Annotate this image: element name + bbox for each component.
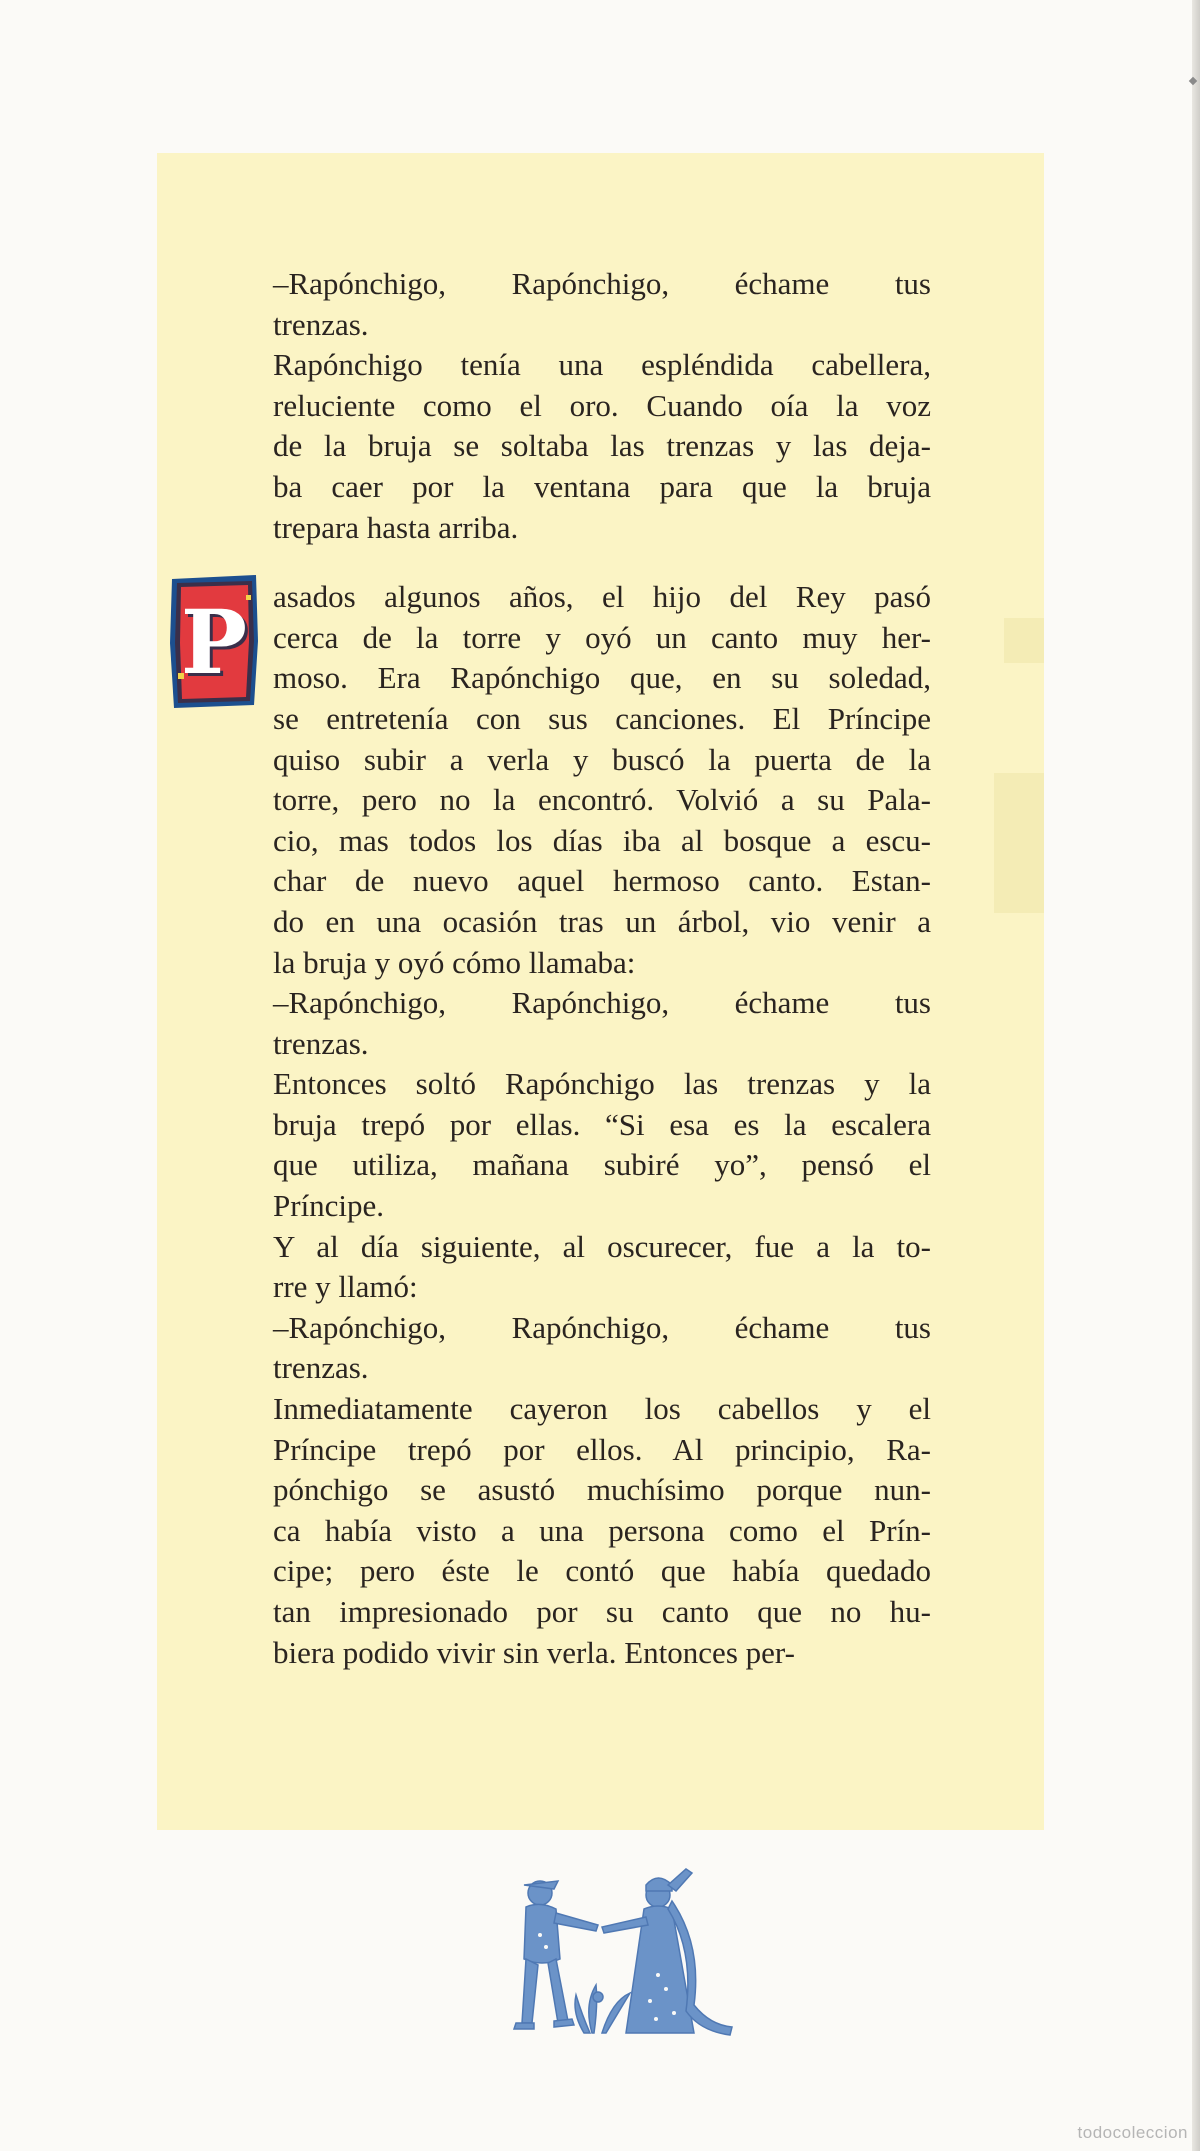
text-line: ba caer por la ventana para que la bruja (273, 468, 931, 504)
text-line: asados algunos años, el hijo del Rey pasó (273, 579, 931, 615)
text-line: –Rapónchigo, Rapónchigo, échame tus (273, 266, 931, 301)
text-line: biera podido vivir sin verla. Entonces per- (273, 1634, 795, 1670)
paragraph (273, 577, 931, 983)
text-line: ca había visto a una persona como el Prín- (273, 1512, 931, 1548)
text-line: bruja trepó por ellas. “Si esa es la escalera (273, 1106, 931, 1142)
text-line: de la bruja se soltaba las trenzas y las deja- (273, 428, 931, 464)
text-line: do en una ocasión tras un árbol, vio venir a (273, 903, 931, 939)
paragraph (273, 1064, 931, 1226)
text-line: trenzas. (273, 306, 369, 342)
text-line: quiso subir a verla y buscó la puerta de la (273, 741, 931, 777)
text-line: moso. Era Rapónchigo que, en su soledad, (273, 660, 931, 696)
text-line: trenzas. (273, 1025, 369, 1061)
paragraph (273, 264, 931, 345)
text-line: Príncipe trepó por ellos. Al principio, Ra- (273, 1431, 931, 1467)
text-line: Y al día siguiente, al oscurecer, fue a la to- (273, 1228, 931, 1264)
text-line: se entretenía con sus canciones. El Príncipe (273, 700, 931, 736)
text-line: char de nuevo aquel hermoso canto. Estan- (273, 863, 931, 899)
text-line: Príncipe. (273, 1188, 385, 1224)
text-line: –Rapónchigo, Rapónchigo, échame tus (273, 985, 931, 1021)
text-line: Rapónchigo tenía una espléndida cabellera, (273, 347, 931, 383)
paragraph (273, 1308, 931, 1389)
text-line: que utiliza, mañana subiré yo”, pensó el (273, 1147, 931, 1183)
text-line: cipe; pero éste le contó que había quedado (273, 1553, 931, 1589)
page-edge (1192, 0, 1200, 2151)
drop-cap-letter: P (180, 589, 248, 694)
text-line: Entonces soltó Rapónchigo las trenzas y la (273, 1066, 931, 1102)
drop-cap (168, 573, 260, 710)
text-line: reluciente como el oro. Cuando oía la voz (273, 387, 931, 423)
show-through-shade (1004, 618, 1044, 663)
show-through-shade (994, 773, 1044, 913)
text-line: cio, mas todos los días iba al bosque a escu- (273, 822, 931, 858)
text-line: pónchigo se asustó muchísimo porque nun- (273, 1472, 931, 1508)
text-line: tan impresionado por su canto que no hu- (273, 1594, 931, 1629)
paragraph (273, 983, 931, 1064)
text-line: cerca de la torre y oyó un canto muy her- (273, 619, 931, 655)
prince-and-princess-dancing-icon (480, 1855, 750, 2055)
paragraph (273, 1227, 931, 1308)
paragraph (273, 345, 931, 548)
body-text (273, 264, 931, 1673)
text-line: trenzas. (273, 1350, 369, 1386)
watermark: todocoleccion (1077, 2123, 1188, 2142)
text-line: Inmediatamente cayeron los cabellos y el (273, 1391, 931, 1427)
text-line: rre y llamó: (273, 1269, 418, 1305)
text-line: trepara hasta arriba. (273, 509, 519, 545)
text-line: torre, pero no la encontró. Volvió a su Pala- (273, 782, 931, 818)
text-line: –Rapónchigo, Rapónchigo, échame tus (273, 1309, 931, 1345)
paragraph (273, 1389, 931, 1673)
illustration (480, 1855, 750, 2055)
text-line: la bruja y oyó cómo llamaba: (273, 944, 636, 980)
